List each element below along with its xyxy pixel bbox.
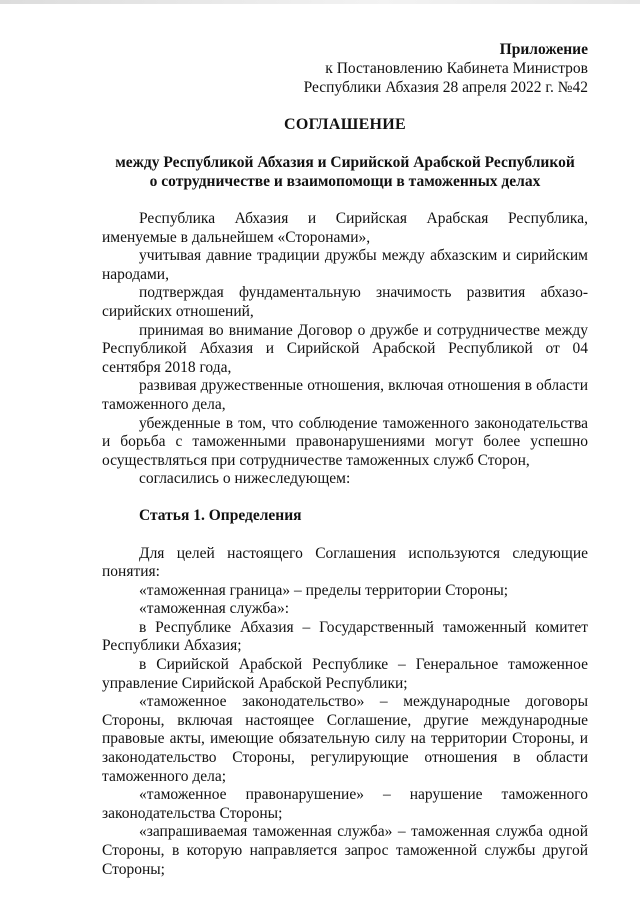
preamble-paragraph: убежденные в том, что соблюдение таможенного законодательства и борьба с таможенными правонарушениями могут более успешно осуществляться при сотрудничестве таможенных служб Сторон, [102, 414, 588, 469]
appendix-line-2: Республики Абхазия 28 апреля 2022 г. №42 [303, 79, 588, 96]
preamble-paragraph: учитывая давние традиции дружбы между абхазским и сирийским народами, [102, 247, 588, 283]
appendix-header [102, 40, 588, 97]
preamble-paragraph: развивая дружественные отношения, включая отношения в области таможенного дела, [102, 377, 588, 413]
article-paragraph: «таможенное правонарушение» – нарушение таможенного законодательства Стороны; [102, 786, 588, 822]
article-heading: Статья 1. Определения [139, 506, 302, 524]
article-paragraph: «таможенная граница» – пределы территории Стороны; [139, 581, 509, 599]
article-paragraph: «запрашиваемая таможенная служба» – таможенная служба одной Стороны, в которую направляется запрос таможенной службы другой Стороны; [102, 823, 588, 878]
document-subtitle [102, 153, 588, 191]
document-body [102, 210, 588, 879]
appendix-line-1: к Постановлению Кабинета Министров [325, 60, 588, 77]
preamble-paragraph: Республика Абхазия и Сирийская Арабская Республика, именуемые в дальнейшем «Сторонами», [102, 210, 588, 246]
preamble-paragraph: принимая во внимание Договор о дружбе и сотрудничестве между Республикой Абхазия и Сирийской Арабской Республикой от 04 сентября 2018 года, [102, 321, 588, 376]
article-paragraph: в Республике Абхазия – Государственный таможенный комитет Республики Абхазия; [102, 618, 588, 655]
subtitle-line-2: о сотрудничестве и взаимопомощи в таможенных делах [149, 173, 541, 190]
document-title: СОГЛАШЕНИЕ [283, 116, 407, 133]
preamble-paragraph: согласились о нижеследующем: [139, 470, 351, 488]
article-paragraph: Для целей настоящего Соглашения используются следующие понятия: [102, 544, 588, 581]
subtitle-line-1: между Республикой Абхазия и Сирийской Арабской Республикой [115, 154, 575, 171]
appendix-label: Приложение [499, 41, 588, 58]
article-paragraph: «таможенное законодательство» – международные договоры Стороны, включая настоящее Соглашение, другие международные правовые акты, имеющие обязательную силу на территории Стороны, и законодательство Стороны, регулирующие отношения в области таможенного дела; [102, 693, 588, 785]
preamble-paragraph: подтверждая фундаментальную значимость развития абхазо-сирийских отношений, [102, 284, 588, 320]
article-paragraph: в Сирийской Арабской Республике – Генеральное таможенное управление Сирийской Арабской Республики; [102, 656, 588, 692]
article-paragraph: «таможенная служба»: [139, 600, 290, 618]
